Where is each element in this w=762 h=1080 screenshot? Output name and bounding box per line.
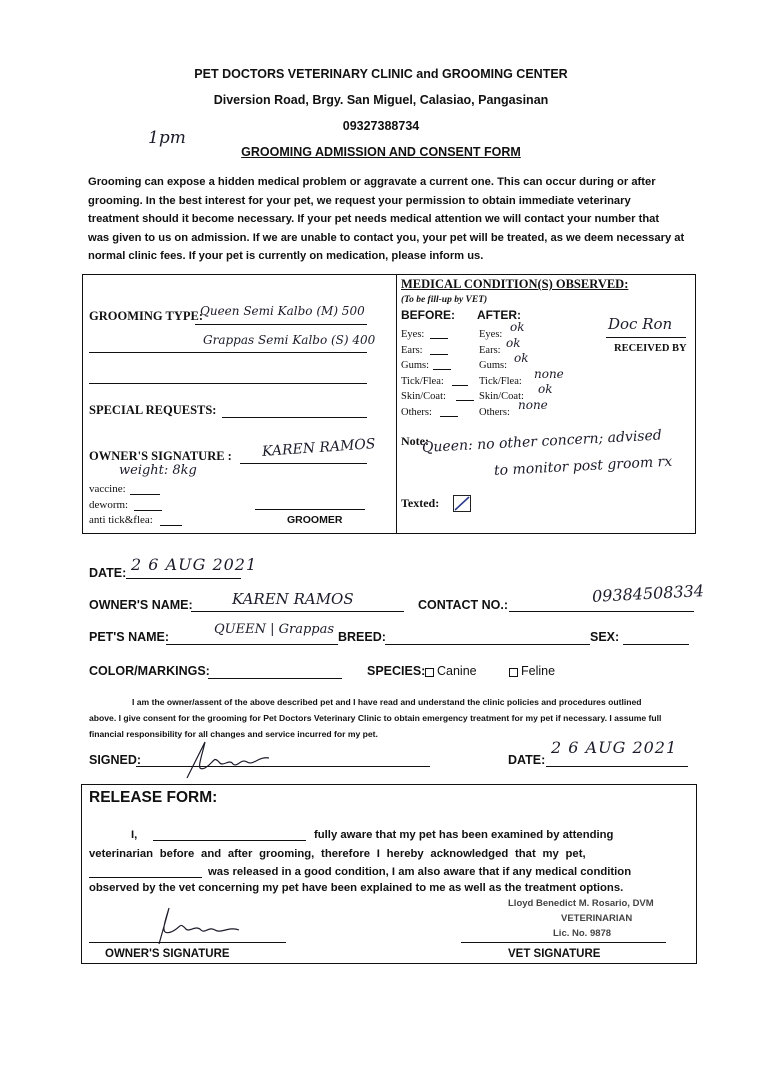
contact-label: CONTACT NO.: [418, 598, 509, 612]
pet-name-value: QUEEN | Grappas [214, 622, 335, 637]
texted-checkbox[interactable] [453, 495, 471, 512]
row-others-label: Others: [401, 406, 432, 418]
sex-line[interactable] [623, 644, 689, 645]
row-eyes-label: Eyes: [401, 329, 425, 340]
release-line-4: observed by the vet concerning my pet have been explained to me as well as the treatment options. [89, 882, 624, 894]
before-eyes-line[interactable] [430, 338, 448, 339]
note-label: Note: [401, 434, 429, 448]
deworm-line[interactable] [134, 510, 162, 511]
grooming-type-line [195, 324, 367, 325]
after-ears-label: Ears: [479, 344, 501, 356]
date-label: DATE: [89, 566, 127, 580]
intro-line: normal clinic fees. If your pet is currently on medication, please inform us. [88, 250, 484, 263]
pet-name-line[interactable] [166, 644, 338, 645]
breed-line[interactable] [385, 644, 590, 645]
received-by-line[interactable] [606, 337, 686, 338]
color-label: COLOR/MARKINGS: [89, 664, 210, 678]
consent-line-1: I am the owner/assent of the above described pet and I have read and understand the clinic policies and procedures outlined [132, 697, 642, 707]
groomer-line[interactable] [255, 509, 365, 510]
intro-line: Grooming can expose a hidden medical problem or aggravate a current one. This can occur during or after [88, 176, 656, 188]
before-ears-line[interactable] [430, 354, 448, 355]
intro-paragraph [88, 173, 698, 266]
owner-name-line[interactable] [191, 611, 404, 612]
before-column [401, 327, 446, 421]
stamp-license: Lic. No. 9878 [553, 928, 612, 939]
grooming-type-value-1[interactable]: Queen Semi Kalbo (M) 500 [200, 304, 365, 318]
after-gums-label: Gums: [479, 360, 508, 372]
stamp-title: VETERINARIAN [561, 913, 633, 924]
owner-signature-value: KAREN RAMOS [261, 436, 376, 460]
box-divider [396, 274, 397, 534]
owner-signature-release-label: OWNER'S SIGNATURE [105, 948, 230, 960]
antitick-label: anti tick&flea: [89, 514, 153, 526]
after-tickflea-value[interactable]: none [534, 366, 564, 381]
owner-signature-line[interactable] [240, 463, 367, 464]
vet-signature-line[interactable] [461, 942, 666, 943]
form-title: GROOMING ADMISSION AND CONSENT FORM [241, 145, 521, 159]
release-pet-line[interactable] [89, 877, 202, 878]
release-line-2: veterinarian before and after grooming, therefore I hereby acknowledged that my pet, [89, 848, 586, 860]
grooming-type-value-2[interactable]: Grappas Semi Kalbo (S) 400 [203, 333, 376, 347]
antitick-line[interactable] [160, 525, 182, 526]
consent-line-3: financial responsibility for all changes and service incurred for my pet. [89, 729, 378, 739]
note-line-2: to monitor post groom rx [493, 453, 673, 479]
owner-name-label: OWNER'S NAME: [89, 598, 193, 612]
contact-value: 09384508334 [591, 581, 705, 606]
pet-name-label: PET'S NAME: [89, 630, 170, 644]
signed-label: SIGNED: [89, 753, 142, 767]
row-ears-label: Ears: [401, 344, 423, 356]
clinic-phone: 09327388734 [342, 119, 420, 133]
groomer-label: GROOMER [287, 514, 343, 526]
owner-name-value: KAREN RAMOS [232, 590, 354, 608]
breed-label: BREED: [338, 630, 386, 644]
note-line-1: Queen: no other concern; advised [421, 427, 663, 456]
after-eyes-label: Eyes: [479, 329, 503, 340]
after-others-value[interactable]: none [518, 397, 548, 412]
vet-signature-label: VET SIGNATURE [508, 948, 601, 960]
before-label: BEFORE: [401, 308, 455, 322]
feline-label: Feline [521, 664, 556, 678]
sex-label: SEX: [590, 630, 620, 644]
intro-line: was given to us on admission. If we are unable to contact you, your pet will be treated, as we deem necessary at [88, 231, 685, 244]
vaccine-line[interactable] [130, 494, 160, 495]
medical-title: MEDICAL CONDITION(S) OBSERVED: [401, 277, 629, 291]
release-title: RELEASE FORM: [89, 789, 218, 806]
time-note: 1pm [148, 128, 186, 148]
after-values [506, 320, 564, 414]
date-value: 2 6 AUG 2021 [131, 555, 258, 574]
row-skincoat-label: Skin/Coat: [401, 391, 446, 403]
after-eyes-value[interactable]: ok [510, 320, 525, 334]
special-requests-label: SPECIAL REQUESTS: [89, 403, 217, 417]
after-gums-value[interactable]: ok [514, 351, 529, 366]
texted-label: Texted: [401, 496, 440, 510]
after-ears-value[interactable]: ok [506, 335, 521, 350]
clinic-address: Diversion Road, Brgy. San Miguel, Calasiao, Pangasinan [213, 93, 549, 107]
consent-date-line[interactable] [546, 766, 688, 767]
after-skincoat-label: Skin/Coat: [479, 391, 524, 403]
owner-signature-scribble [175, 738, 275, 786]
consent-date-value: 2 6 AUG 2021 [551, 738, 678, 757]
owner-signature-release-line[interactable] [89, 942, 286, 943]
medical-subtitle: (To be fill-up by VET) [401, 295, 488, 305]
grooming-type-line-2 [89, 352, 367, 353]
deworm-label: deworm: [89, 499, 129, 511]
release-name-line[interactable] [153, 840, 306, 841]
date-line[interactable] [126, 578, 241, 579]
release-i: I, [131, 829, 138, 841]
canine-checkbox[interactable] [425, 668, 434, 677]
before-tickflea-line[interactable] [452, 385, 468, 386]
clinic-name: PET DOCTORS VETERINARY CLINIC and GROOMING CENTER [194, 67, 568, 81]
before-skincoat-line[interactable] [456, 400, 474, 401]
received-by-value: Doc Ron [608, 315, 673, 333]
after-others-label: Others: [479, 406, 510, 418]
row-gums-label: Gums: [401, 360, 430, 372]
after-label: AFTER: [477, 308, 521, 322]
grooming-type-label: GROOMING TYPE: [89, 309, 204, 323]
canine-label: Canine [437, 664, 477, 678]
stamp-name: Lloyd Benedict M. Rosario, DVM [508, 898, 654, 909]
weight-note: weight: 8kg [119, 463, 197, 478]
received-by-label: RECEIVED BY [614, 343, 687, 354]
check-mark-icon [454, 496, 470, 511]
species-label: SPECIES: [367, 664, 426, 678]
feline-checkbox[interactable] [509, 668, 518, 677]
vaccine-label: vaccine: [89, 483, 126, 495]
contact-line[interactable] [509, 611, 694, 612]
special-requests-line[interactable] [222, 417, 367, 418]
consent-date-label: DATE: [508, 753, 546, 767]
intro-line: treatment should it become necessary. If your pet needs medical attention we will contact your number that [88, 213, 660, 226]
color-line[interactable] [208, 678, 342, 679]
before-gums-line[interactable] [433, 369, 451, 370]
after-skincoat-value[interactable]: ok [538, 382, 553, 397]
consent-line-2: above. I give consent for the grooming for Pet Doctors Veterinary Clinic to obtain emergency treatment for my pet if necessary. I assume full [89, 713, 662, 723]
before-others-line[interactable] [440, 416, 458, 417]
owner-signature-label: OWNER'S SIGNATURE : [89, 449, 232, 463]
intro-line: grooming. In the best interest for your pet, we request your permission to obtain immediate veterinary [88, 194, 631, 207]
row-tickflea-label: Tick/Flea: [401, 375, 444, 387]
blank-line [89, 383, 367, 384]
release-line-3: was released in a good condition, I am also aware that if any medical condition [208, 866, 632, 878]
release-line-1: fully aware that my pet has been examined by attending [314, 829, 614, 841]
after-tickflea-label: Tick/Flea: [479, 375, 522, 387]
